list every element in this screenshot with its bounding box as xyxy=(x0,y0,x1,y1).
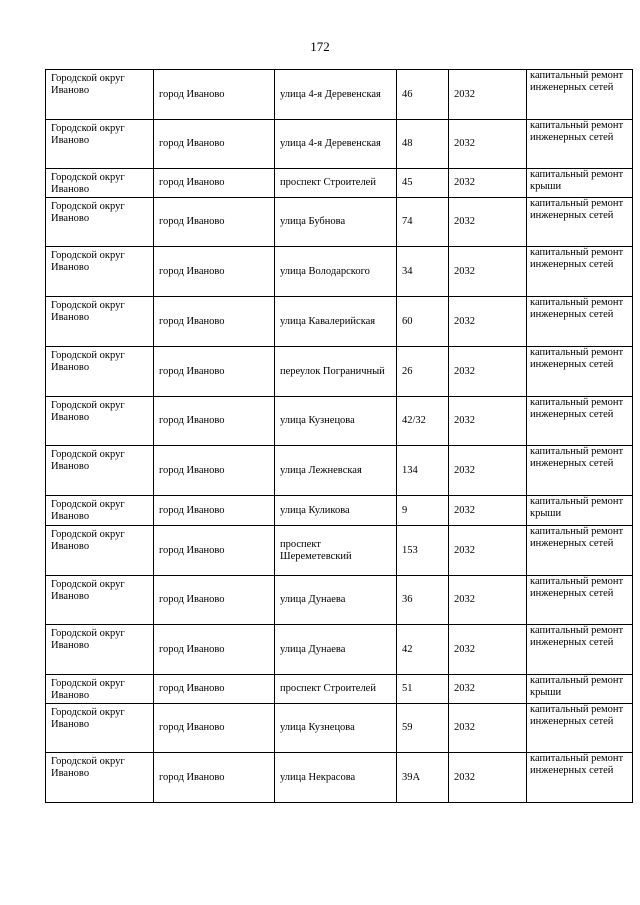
table-row xyxy=(46,704,633,753)
street-cell: улица Бубнова xyxy=(275,198,397,247)
street-cell: улица Куликова xyxy=(275,496,397,526)
house-number-cell: 46 xyxy=(397,70,449,120)
district-cell: Городской округ Иваново xyxy=(46,247,154,297)
district-cell: Городской округ Иваново xyxy=(46,625,154,675)
street-cell: проспект Строителей xyxy=(275,675,397,704)
work-type-cell: капитальный ремонт инженерных сетей xyxy=(527,198,633,247)
street-cell: проспект Шереметевский xyxy=(275,526,397,576)
table-row xyxy=(46,446,633,496)
house-number-cell: 34 xyxy=(397,247,449,297)
table-row xyxy=(46,753,633,803)
house-number-cell: 60 xyxy=(397,297,449,347)
work-type-cell: капитальный ремонт инженерных сетей xyxy=(527,347,633,397)
settlement-cell: город Иваново xyxy=(154,675,275,704)
year-cell: 2032 xyxy=(449,496,527,526)
table-row xyxy=(46,169,633,198)
street-cell: улица Кузнецова xyxy=(275,704,397,753)
settlement-cell: город Иваново xyxy=(154,446,275,496)
district-cell: Городской округ Иваново xyxy=(46,675,154,704)
district-cell: Городской округ Иваново xyxy=(46,169,154,198)
year-cell: 2032 xyxy=(449,198,527,247)
house-number-cell: 48 xyxy=(397,120,449,169)
table-row xyxy=(46,70,633,120)
street-cell: улица Володарского xyxy=(275,247,397,297)
table-row xyxy=(46,347,633,397)
work-type-cell: капитальный ремонт крыши xyxy=(527,496,633,526)
work-type-cell: капитальный ремонт инженерных сетей xyxy=(527,297,633,347)
street-cell: улица Кузнецова xyxy=(275,397,397,446)
street-cell: улица Кавалерийская xyxy=(275,297,397,347)
repair-schedule-table xyxy=(45,69,633,803)
street-cell: переулок Пограничный xyxy=(275,347,397,397)
settlement-cell: город Иваново xyxy=(154,169,275,198)
house-number-cell: 39А xyxy=(397,753,449,803)
work-type-cell: капитальный ремонт инженерных сетей xyxy=(527,704,633,753)
page-number: 172 xyxy=(310,39,330,54)
settlement-cell: город Иваново xyxy=(154,297,275,347)
district-cell: Городской округ Иваново xyxy=(46,704,154,753)
year-cell: 2032 xyxy=(449,753,527,803)
house-number-cell: 74 xyxy=(397,198,449,247)
work-type-cell: капитальный ремонт инженерных сетей xyxy=(527,247,633,297)
year-cell: 2032 xyxy=(449,169,527,198)
district-cell: Городской округ Иваново xyxy=(46,297,154,347)
work-type-cell: капитальный ремонт инженерных сетей xyxy=(527,625,633,675)
settlement-cell: город Иваново xyxy=(154,704,275,753)
table-row xyxy=(46,675,633,704)
work-type-cell: капитальный ремонт инженерных сетей xyxy=(527,397,633,446)
house-number-cell: 36 xyxy=(397,576,449,625)
year-cell: 2032 xyxy=(449,446,527,496)
table-row xyxy=(46,120,633,169)
work-type-cell: капитальный ремонт инженерных сетей xyxy=(527,753,633,803)
settlement-cell: город Иваново xyxy=(154,198,275,247)
house-number-cell: 42/32 xyxy=(397,397,449,446)
year-cell: 2032 xyxy=(449,247,527,297)
settlement-cell: город Иваново xyxy=(154,70,275,120)
table-row xyxy=(46,397,633,446)
table-row xyxy=(46,496,633,526)
district-cell: Городской округ Иваново xyxy=(46,446,154,496)
year-cell: 2032 xyxy=(449,704,527,753)
street-cell: улица Дунаева xyxy=(275,625,397,675)
table-row xyxy=(46,526,633,576)
year-cell: 2032 xyxy=(449,576,527,625)
year-cell: 2032 xyxy=(449,347,527,397)
year-cell: 2032 xyxy=(449,526,527,576)
year-cell: 2032 xyxy=(449,397,527,446)
year-cell: 2032 xyxy=(449,120,527,169)
work-type-cell: капитальный ремонт инженерных сетей xyxy=(527,576,633,625)
house-number-cell: 42 xyxy=(397,625,449,675)
table-row xyxy=(46,625,633,675)
work-type-cell: капитальный ремонт инженерных сетей xyxy=(527,526,633,576)
year-cell: 2032 xyxy=(449,70,527,120)
work-type-cell: капитальный ремонт инженерных сетей xyxy=(527,70,633,120)
settlement-cell: город Иваново xyxy=(154,347,275,397)
settlement-cell: город Иваново xyxy=(154,526,275,576)
district-cell: Городской округ Иваново xyxy=(46,753,154,803)
street-cell: улица Некрасова xyxy=(275,753,397,803)
settlement-cell: город Иваново xyxy=(154,120,275,169)
table-row xyxy=(46,576,633,625)
street-cell: улица Лежневская xyxy=(275,446,397,496)
work-type-cell: капитальный ремонт крыши xyxy=(527,169,633,198)
work-type-cell: капитальный ремонт крыши xyxy=(527,675,633,704)
work-type-cell: капитальный ремонт инженерных сетей xyxy=(527,120,633,169)
table-row xyxy=(46,297,633,347)
street-cell: улица 4-я Деревенская xyxy=(275,120,397,169)
house-number-cell: 26 xyxy=(397,347,449,397)
table-row xyxy=(46,198,633,247)
work-type-cell: капитальный ремонт инженерных сетей xyxy=(527,446,633,496)
district-cell: Городской округ Иваново xyxy=(46,496,154,526)
street-cell: улица Дунаева xyxy=(275,576,397,625)
year-cell: 2032 xyxy=(449,625,527,675)
district-cell: Городской округ Иваново xyxy=(46,70,154,120)
house-number-cell: 9 xyxy=(397,496,449,526)
table-row xyxy=(46,247,633,297)
year-cell: 2032 xyxy=(449,675,527,704)
district-cell: Городской округ Иваново xyxy=(46,397,154,446)
settlement-cell: город Иваново xyxy=(154,397,275,446)
street-cell: улица 4-я Деревенская xyxy=(275,70,397,120)
district-cell: Городской округ Иваново xyxy=(46,576,154,625)
settlement-cell: город Иваново xyxy=(154,496,275,526)
house-number-cell: 153 xyxy=(397,526,449,576)
settlement-cell: город Иваново xyxy=(154,576,275,625)
year-cell: 2032 xyxy=(449,297,527,347)
settlement-cell: город Иваново xyxy=(154,247,275,297)
house-number-cell: 134 xyxy=(397,446,449,496)
district-cell: Городской округ Иваново xyxy=(46,198,154,247)
settlement-cell: город Иваново xyxy=(154,753,275,803)
house-number-cell: 45 xyxy=(397,169,449,198)
district-cell: Городской округ Иваново xyxy=(46,526,154,576)
street-cell: проспект Строителей xyxy=(275,169,397,198)
house-number-cell: 59 xyxy=(397,704,449,753)
district-cell: Городской округ Иваново xyxy=(46,347,154,397)
district-cell: Городской округ Иваново xyxy=(46,120,154,169)
house-number-cell: 51 xyxy=(397,675,449,704)
settlement-cell: город Иваново xyxy=(154,625,275,675)
